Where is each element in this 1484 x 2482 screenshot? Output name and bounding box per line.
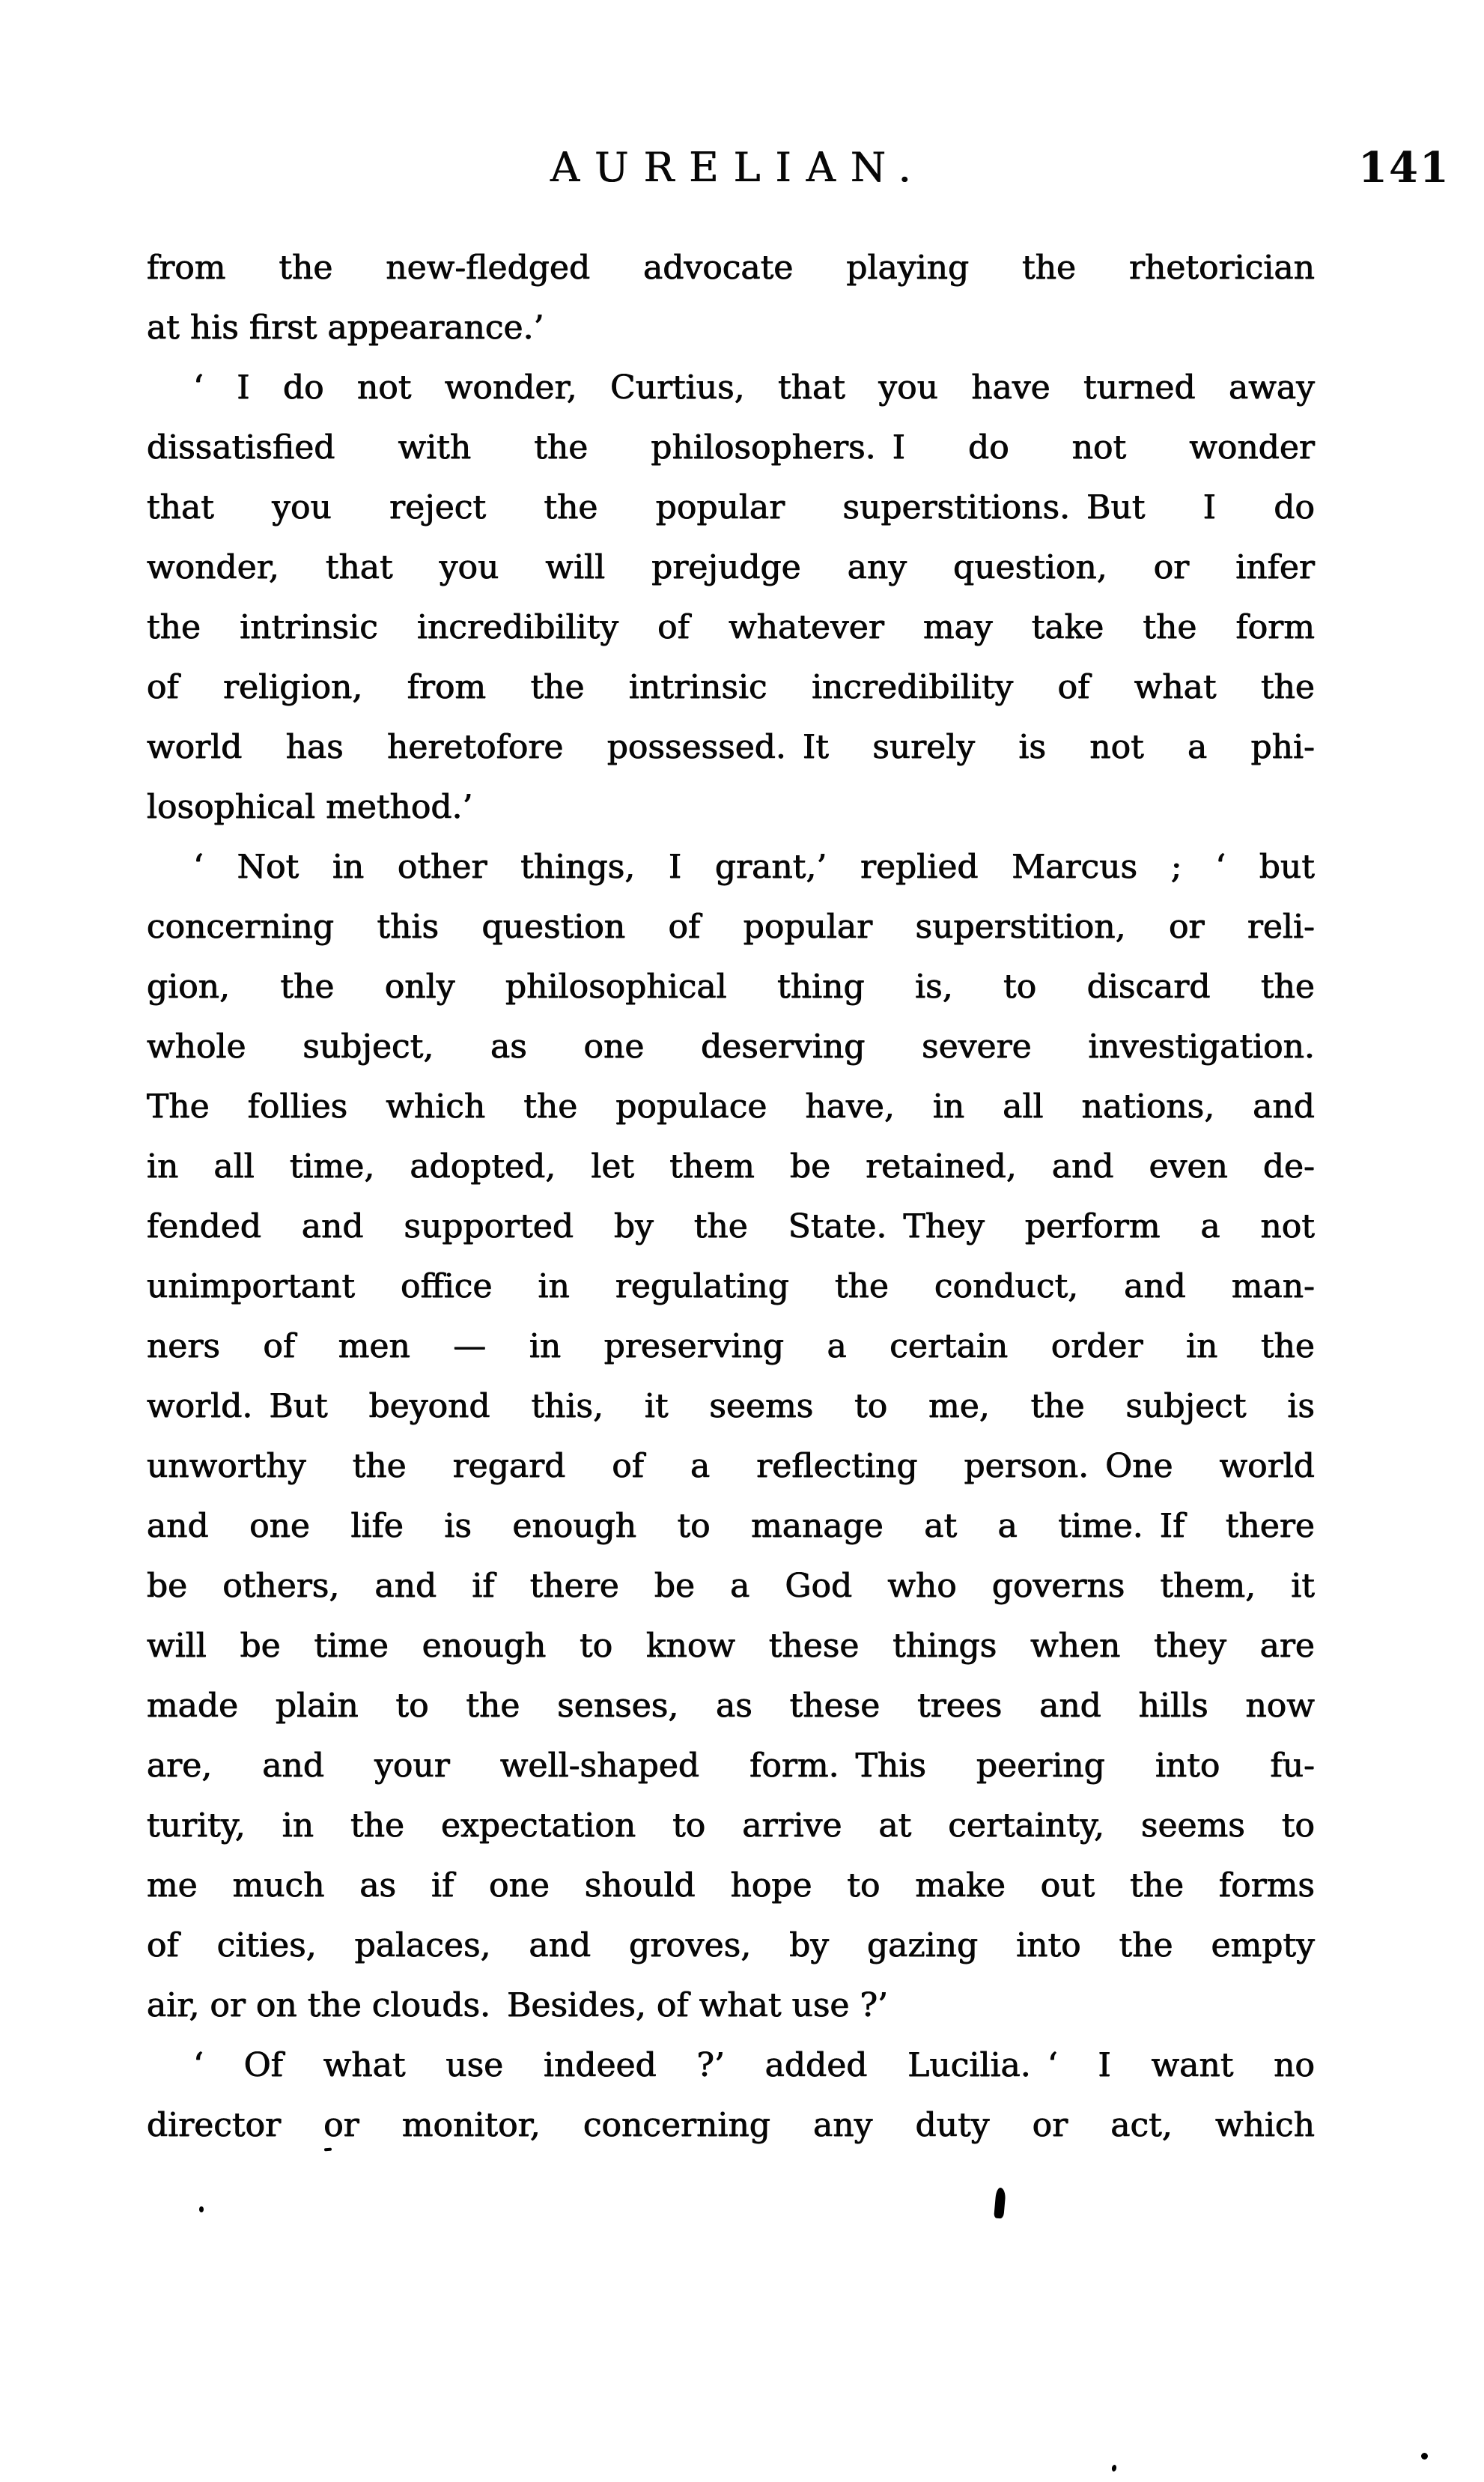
text-line: are, and your well-shaped form. This peering into fu- — [147, 1747, 1315, 1785]
text-line: unworthy the regard of a reflecting person. One world — [147, 1447, 1315, 1485]
ink-speck — [1421, 2453, 1428, 2460]
text-line: gion, the only philosophical thing is, to discard the — [147, 968, 1315, 1006]
text-line: losophical method.’ — [147, 788, 473, 826]
text-line: fended and supported by the State. They perform a not — [147, 1207, 1315, 1245]
text-line: made plain to the senses, as these trees and hills now — [147, 1687, 1315, 1725]
text-line: be others, and if there be a God who governs them, it — [147, 1567, 1315, 1605]
text-line: ‘ Not in other things, I grant,’ replied Marcus ; ‘ but — [193, 848, 1315, 886]
ink-speck — [1111, 2464, 1117, 2472]
text-line: ‘ I do not wonder, Curtius, that you have turned away — [193, 368, 1315, 407]
text-line: dissatisfied with the philosophers. I do not wonder — [147, 428, 1315, 467]
text-line: director or monitor, concerning any duty or act, which — [147, 2106, 1315, 2144]
text-line: world has heretofore possessed. It surely is not a phi- — [147, 728, 1315, 766]
text-line: in all time, adopted, let them be retained, and even de- — [147, 1147, 1315, 1186]
text-line: whole subject, as one deserving severe investigation. — [147, 1028, 1315, 1066]
text-line: wonder, that you will prejudge any question, or infer — [147, 548, 1315, 586]
text-line: turity, in the expectation to arrive at certainty, seems to — [147, 1806, 1315, 1845]
text-line: The follies which the populace have, in all nations, and — [147, 1087, 1315, 1126]
text-line: from the new-fledged advocate playing the rhetorician — [147, 249, 1315, 287]
text-line: will be time enough to know these things when they are — [147, 1627, 1315, 1665]
text-line: air, or on the clouds. Besides, of what use ?’ — [147, 1986, 889, 2024]
page-text — [147, 238, 1315, 2155]
text-line: of cities, palaces, and groves, by gazing into the empty — [147, 1926, 1315, 1964]
text-line: of religion, from the intrinsic incredibility of what the — [147, 668, 1315, 706]
ink-speck — [324, 2148, 332, 2152]
text-line: and one life is enough to manage at a time. If there — [147, 1507, 1315, 1545]
text-line: the intrinsic incredibility of whatever may take the form — [147, 608, 1315, 646]
text-line: ‘ Of what use indeed ?’ added Lucilia. ‘ I want no — [193, 2046, 1315, 2084]
text-line: concerning this question of popular superstition, or reli- — [147, 908, 1315, 946]
ink-speck — [994, 2188, 1006, 2219]
text-line: that you reject the popular superstitions. But I do — [147, 488, 1315, 527]
running-head — [147, 141, 1450, 195]
text-line: world. But beyond this, it seems to me, the subject is — [147, 1387, 1315, 1425]
ink-speck — [199, 2206, 204, 2212]
text-line: unimportant office in regulating the conduct, and man- — [147, 1267, 1315, 1305]
text-line: at his first appearance.’ — [147, 309, 544, 347]
text-line: me much as if one should hope to make out the forms — [147, 1866, 1315, 1905]
text-line: ners of men — in preserving a certain order in the — [147, 1327, 1315, 1365]
running-head-title: AURELIAN. — [550, 144, 926, 191]
page-number: 141 — [1358, 143, 1450, 192]
